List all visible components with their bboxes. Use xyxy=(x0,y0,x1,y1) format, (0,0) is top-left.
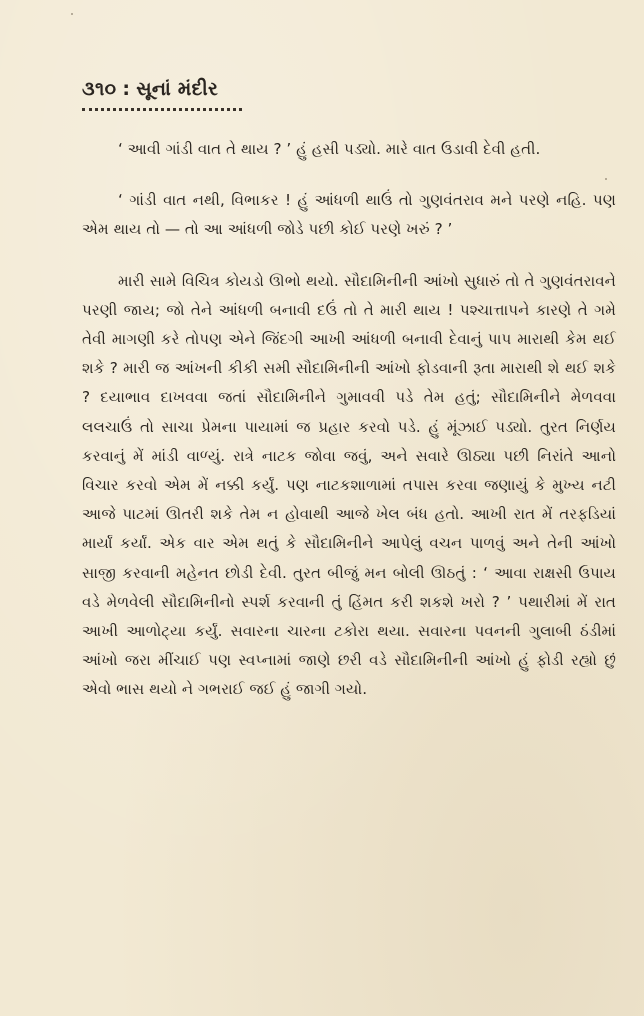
dotted-rule xyxy=(82,108,242,111)
paragraph: મારી સામે વિચિત્ર કોયડો ઊભો થયો. સૌદામિનીની આંખો સુધારું તો તે ગુણવંતરાવને પરણી જાય; જો તેને આંધળી બનાવી દઉં તો તે મારી થાય ! પશ્ચાત્તાપને કારણે તે ગમે તેવી માગણી કરે તોપણ એને જિંદગી આખી આંધળી બનાવી દેવાનું પાપ મારાથી કેમ થઈ શકે ? મારી જ આંખની કીકી સમી સૌદામિનીની આંખો ફોડવાની રૂતા મારાથી શે થઈ શકે ? દયાભાવ દાખવવા જતાં સૌદામિનીને ગુમાવવી પડે તેમ હતું; સૌદામિનીને મેળવવા લલચાઉં તો સાચા પ્રેમના પાયામાં જ પ્રહાર કરવો પડે. હું મૂંઝાઈ પડ્યો. તુરત નિર્ણય કરવાનું મેં માંડી વાળ્યું. રાત્રે નાટક જોવા જવું, અને સવારે ઊઠ્યા પછી નિરાંતે આનો વિચાર કરવો એમ મેં નક્કી કર્યું. પણ નાટકશાળામાં તપાસ કરવા જણાયું કે મુખ્ય નટી આજે પાટમાં ઊતરી શકે તેમ ન હોવાથી આજે ખેલ બંધ હતો. આખી રાત મેં તરફડિયાં માર્યાં કર્યાં. એક વાર એમ થતું કે સૌદામિનીને આપેલું વચન પાળવું અને તેની આંખો સાજી કરવાની મહેનત છોડી દેવી. તુરત બીજું મન બોલી ઊઠતું : ‘ આવા રાક્ષસી ઉપાય વડે મેળવેલી સૌદામિનીનો સ્પર્શ કરવાની તું હિંમત કરી શકશે ખરો ? ’ પથારીમાં મેં રાત આખી આળોટ્યા કર્યું. સવારના ચારના ટકોરા થયા. સવારના પવનની ગુલાબી ઠંડીમાં આંખો જરા મીંચાઈ પણ સ્વપ્નામાં જાણે છરી વડે સૌદામિનીની આંખો હું ફોડી રહ્યો છું એવો ભાસ થયો ને ગભરાઈ જઈ હું જાગી ગયો. xyxy=(82,271,616,699)
paragraph: ‘ ગાંડી વાત નથી, વિભાકર ! હું આંધળી થાઉં તો ગુણવંતરાવ મને પરણે નહિ. પણ એમ થાય તો — તો આ આંધળી જોડે પછી કોઈ પરણે ખરું ? ’ xyxy=(82,191,616,239)
paper-speck xyxy=(605,178,607,180)
running-title: સૂનાં મંદીર xyxy=(136,78,219,100)
header-separator: : xyxy=(122,78,131,100)
page-number: ૩૧૦ xyxy=(82,78,117,100)
body-text xyxy=(82,135,616,705)
paper-speck xyxy=(71,13,73,15)
paragraph: ‘ આવી ગાંડી વાત તે થાય ? ’ હું હસી પડ્યો. મારે વાત ઉડાવી દેવી હતી. xyxy=(118,140,541,158)
running-header xyxy=(82,78,616,100)
